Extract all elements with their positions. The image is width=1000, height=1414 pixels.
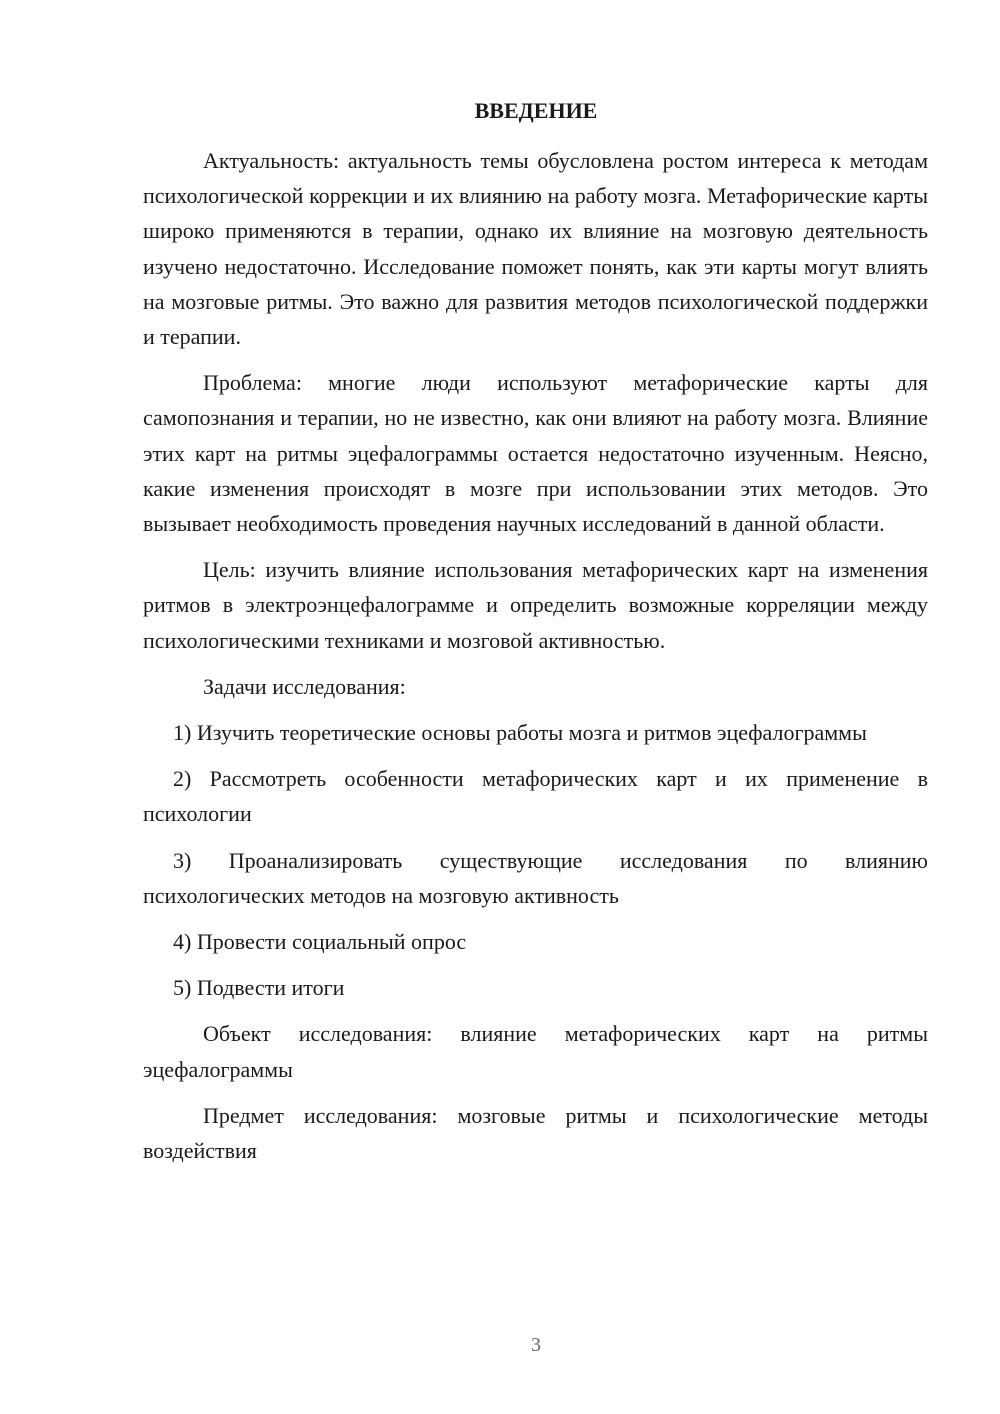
subject-paragraph: Предмет исследования: мозговые ритмы и психологические методы воздействия: [143, 1102, 928, 1164]
page-title: ВВЕДЕНИЕ: [474, 98, 598, 123]
relevance-paragraph: Актуальность: актуальность темы обусловлена ростом интереса к методам психологической коррекции и их влиянию на работу мозга. Метафорические карты широко применяются в терапии, однако их влияние на мозговую деятельность изучено недостаточно. Исследование поможет понять, как эти карты могут влиять на мозговые ритмы. Это важно для развития методов психологической поддержки и терапии.: [143, 148, 928, 350]
object-paragraph: Объект исследования: влияние метафорических карт на ритмы эцефалограммы: [143, 1021, 928, 1082]
goal-paragraph: Цель: изучить влияние использования метафорических карт на изменения ритмов в электроэнцефалограмме и определить возможные корреляции между психологическими техниками и мозговой активностью.: [143, 557, 928, 653]
task-item-1: 1) Изучить теоретические основы работы мозга и ритмов эцефалограммы: [173, 720, 867, 746]
task-item-2: 2) Рассмотреть особенности метафорических карт и их применение в психологии: [143, 766, 928, 827]
page-number: 3: [531, 1334, 541, 1356]
tasks-title: Задачи исследования:: [203, 673, 406, 699]
document-body: [143, 143, 928, 1179]
problem-paragraph: Проблема: многие люди используют метафорические карты для самопознания и терапии, но не известно, как они влияют на работу мозга. Влияние этих карт на ритмы эцефалограммы остается недостаточно изученным. Неясно, какие изменения происходят в мозге при использовании этих методов. Это вызывает необходимость проведения научных исследований в данной области.: [143, 370, 928, 537]
task-item-5: 5) Подвести итоги: [173, 975, 345, 1001]
task-item-4: 4) Провести социальный опрос: [173, 929, 467, 955]
task-item-3: 3) Проанализировать существующие исследования по влиянию психологических методов на мозговую активность: [143, 847, 928, 908]
